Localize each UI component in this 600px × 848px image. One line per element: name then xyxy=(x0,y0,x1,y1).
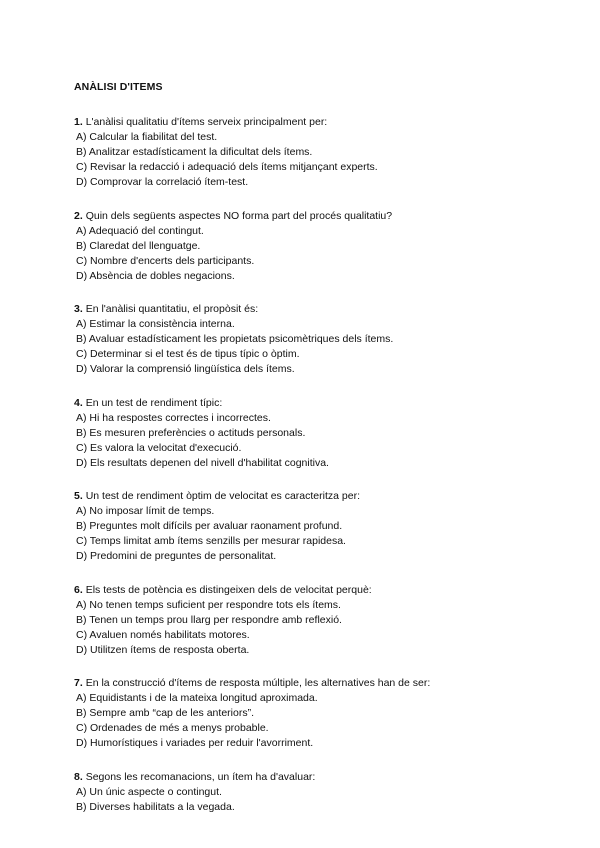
answer-option: D) Comprovar la correlació ítem-test. xyxy=(76,176,249,188)
answer-options xyxy=(74,598,540,658)
answer-option: A) Equidistants i de la mateixa longitud aproximada. xyxy=(76,692,318,704)
answer-option: A) Calcular la fiabilitat del test. xyxy=(76,131,218,143)
document-title: ANÀLISI D'ITEMS xyxy=(74,81,163,93)
question-4 xyxy=(74,396,540,471)
answer-option: C) Es valora la velocitat d'execució. xyxy=(76,441,242,454)
question-1 xyxy=(74,115,540,190)
answer-option: A) No imposar límit de temps. xyxy=(76,505,215,517)
question-text: Segons les recomanacions, un ítem ha d'avaluar: xyxy=(85,770,316,783)
question-number: 7. xyxy=(74,677,83,689)
question-list xyxy=(74,115,540,815)
question-text: L'anàlisi qualitatiu d'ítems serveix principalment per: xyxy=(85,116,328,128)
question-number: 5. xyxy=(74,490,83,502)
answer-option: B) Es mesuren preferències o actituds personals. xyxy=(76,426,306,439)
answer-options xyxy=(74,411,540,471)
answer-option: C) Nombre d'encerts dels participants. xyxy=(76,254,255,267)
question-2 xyxy=(74,209,540,284)
question-text: En l'anàlisi quantitatiu, el propòsit és: xyxy=(85,303,259,315)
answer-options xyxy=(74,317,540,377)
question-stem xyxy=(74,302,540,317)
answer-option: B) Avaluar estadísticament les propietats psicomètriques dels ítems. xyxy=(76,333,394,345)
answer-options xyxy=(74,130,540,190)
question-stem xyxy=(74,583,540,598)
question-stem xyxy=(74,489,540,504)
question-number: 6. xyxy=(74,583,83,596)
question-stem xyxy=(74,115,540,130)
answer-option: B) Sempre amb “cap de les anteriors”. xyxy=(76,707,254,719)
answer-option: D) Humorístiques i variades per reduir l'avorriment. xyxy=(76,737,314,749)
answer-option: C) Temps limitat amb ítems senzills per mesurar rapidesa. xyxy=(76,535,346,547)
answer-option: C) Ordenades de més a menys probable. xyxy=(76,722,269,734)
question-stem xyxy=(74,676,540,691)
answer-option: A) Un únic aspecte o contingut. xyxy=(76,785,222,798)
question-text: En la construcció d'ítems de resposta múltiple, les alternatives han de ser: xyxy=(85,677,431,689)
question-text: En un test de rendiment típic: xyxy=(85,396,223,409)
answer-options xyxy=(74,691,540,751)
answer-option: D) Utilitzen ítems de resposta oberta. xyxy=(76,643,250,656)
question-text: Els tests de potència es distingeixen dels de velocitat perquè: xyxy=(85,583,372,596)
question-number: 8. xyxy=(74,770,83,783)
answer-option: D) Els resultats depenen del nivell d'habilitat cognitiva. xyxy=(76,456,329,469)
answer-option: A) No tenen temps suficient per respondre tots els ítems. xyxy=(76,598,341,611)
question-number: 4. xyxy=(74,396,83,409)
question-6 xyxy=(74,583,540,658)
answer-option: A) Adequació del contingut. xyxy=(76,224,204,237)
answer-options xyxy=(74,785,540,815)
question-text: Quin dels següents aspectes NO forma part del procés qualitatiu? xyxy=(85,209,393,222)
question-5 xyxy=(74,489,540,564)
answer-option: C) Revisar la redacció i adequació dels ítems mitjançant experts. xyxy=(76,161,378,173)
answer-option: D) Predomini de preguntes de personalitat. xyxy=(76,550,277,562)
question-number: 2. xyxy=(74,209,83,222)
answer-option: B) Diverses habilitats a la vegada. xyxy=(76,800,235,813)
answer-option: A) Hi ha respostes correctes i incorrectes. xyxy=(76,411,271,424)
question-stem xyxy=(74,396,540,411)
question-stem xyxy=(74,770,540,785)
question-3 xyxy=(74,302,540,377)
answer-option: B) Analitzar estadísticament la dificultat dels ítems. xyxy=(76,146,313,158)
question-number: 3. xyxy=(74,303,83,315)
answer-option: A) Estimar la consistència interna. xyxy=(76,318,235,330)
question-8 xyxy=(74,770,540,815)
answer-option: C) Determinar si el test és de tipus típic o òptim. xyxy=(76,348,300,360)
answer-option: C) Avaluen només habilitats motores. xyxy=(76,628,250,641)
answer-option: B) Claredat del llenguatge. xyxy=(76,239,201,252)
question-number: 1. xyxy=(74,116,83,128)
question-stem xyxy=(74,209,540,224)
question-text: Un test de rendiment òptim de velocitat es caracteritza per: xyxy=(85,490,360,502)
answer-option: B) Tenen un temps prou llarg per respondre amb reflexió. xyxy=(76,613,342,626)
answer-options xyxy=(74,224,540,284)
answer-option: D) Absència de dobles negacions. xyxy=(76,269,235,282)
question-7 xyxy=(74,676,540,751)
answer-option: D) Valorar la comprensió lingüística dels ítems. xyxy=(76,363,295,375)
answer-option: B) Preguntes molt difícils per avaluar raonament profund. xyxy=(76,520,343,532)
answer-options xyxy=(74,504,540,564)
